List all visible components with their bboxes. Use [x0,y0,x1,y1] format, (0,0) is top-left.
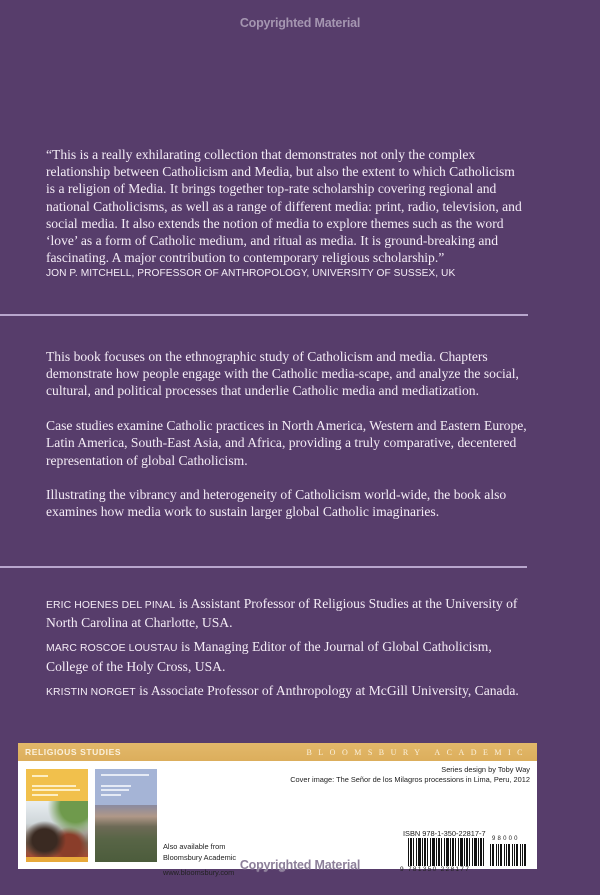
cover-credits [290,765,530,784]
cover-photo [26,801,88,857]
author-bio [46,638,536,674]
divider-bottom [0,566,527,568]
cover-photo [95,805,157,862]
cover-text-line [32,775,48,777]
copyright-watermark-top: Copyrighted Material [239,16,361,30]
cover-text-line [32,785,76,787]
publisher-panel [18,743,537,877]
also-available-line: Also available from [163,842,226,851]
divider-top [0,314,528,316]
book-description [46,348,536,538]
author-bios [46,595,536,708]
cover-image-credit: Cover image: The Señor de los Milagros processions in Lima, Peru, 2012 [290,774,530,784]
cover-text-line [32,794,58,796]
related-book-cover-2 [95,769,157,862]
cover-text-line [101,794,121,796]
author-name: KRISTIN NORGET [46,686,136,698]
description-paragraph: This book focuses on the ethnographic study of Catholicism and media. Chapters demonstrate how people engage with the Catholic media-scape, and analyze the social, cultural, and political processes that underlie Catholic media and mediatization. [46,349,519,399]
publisher-label: BLOOMSBURY ACADEMIC [306,747,529,757]
author-bio-text: is Managing Editor of the Journal of Global Catholicism, College of the Holy Cross, USA. [46,639,492,674]
copyright-watermark-bottom: Copyrighted Material [239,858,361,872]
author-name: ERIC HOENES DEL PINAL [46,600,176,611]
cover-text-line [101,785,131,787]
cover-text-line [101,789,129,791]
barcode-addon-digits: 98000 [492,836,520,842]
description-paragraph: Illustrating the vibrancy and heterogeneity of Catholicism world-wide, the book also examines how media work to sustain larger global Catholic imaginaries. [46,487,507,520]
cover-text-line [101,774,149,776]
series-label: RELIGIOUS STUDIES [25,747,122,757]
series-design-credit: Series design by Toby Way [441,765,530,774]
barcode-digits: 9 781350 228177 [400,866,471,873]
endorsement-block [46,146,526,282]
panel-header [18,743,537,761]
author-bio-text: is Assistant Professor of Religious Studies at the University of North Carolina at Charlotte, USA. [46,596,518,631]
author-name: MARC ROSCOE LOUSTAU [46,643,178,655]
isbn-label: ISBN 978-1-350-22817-7 [403,829,486,838]
related-book-cover-1 [26,769,88,862]
description-paragraph: Case studies examine Catholic practices in North America, Western and Eastern Europe, Latin America, South-East Asia, and Africa, providing a truly comparative, decentered representation of global Catholicism. [46,418,527,468]
cover-text-line [32,789,80,791]
author-bio [46,682,536,701]
endorsement-attribution: JON P. MITCHELL, PROFESSOR OF ANTHROPOLOGY, UNIVERSITY OF SUSSEX, UK [46,268,456,280]
author-bio [46,595,536,631]
also-available-line: Bloomsbury Academic [163,853,237,862]
author-bio-text: is Associate Professor of Anthropology at McGill University, Canada. [135,682,519,698]
publisher-website: www.bloomsbury.com [163,868,235,877]
endorsement-quote: “This is a really exhilarating collection that demonstrates not only the complex relationship between Catholicism and Media, but also the extent to which Catholicism is a religion of Media. It brings together top-rate scholarship covering regional and national Catholicisms, as well as a range of different media: print, radio, television, and social media. It also extends the notion of media to explore themes such as the word ‘love’ as a form of Catholic medium, and ritual as media. It is ground-breaking and fascinating. A major contribution to contemporary religious scholarship.” [46,147,522,266]
